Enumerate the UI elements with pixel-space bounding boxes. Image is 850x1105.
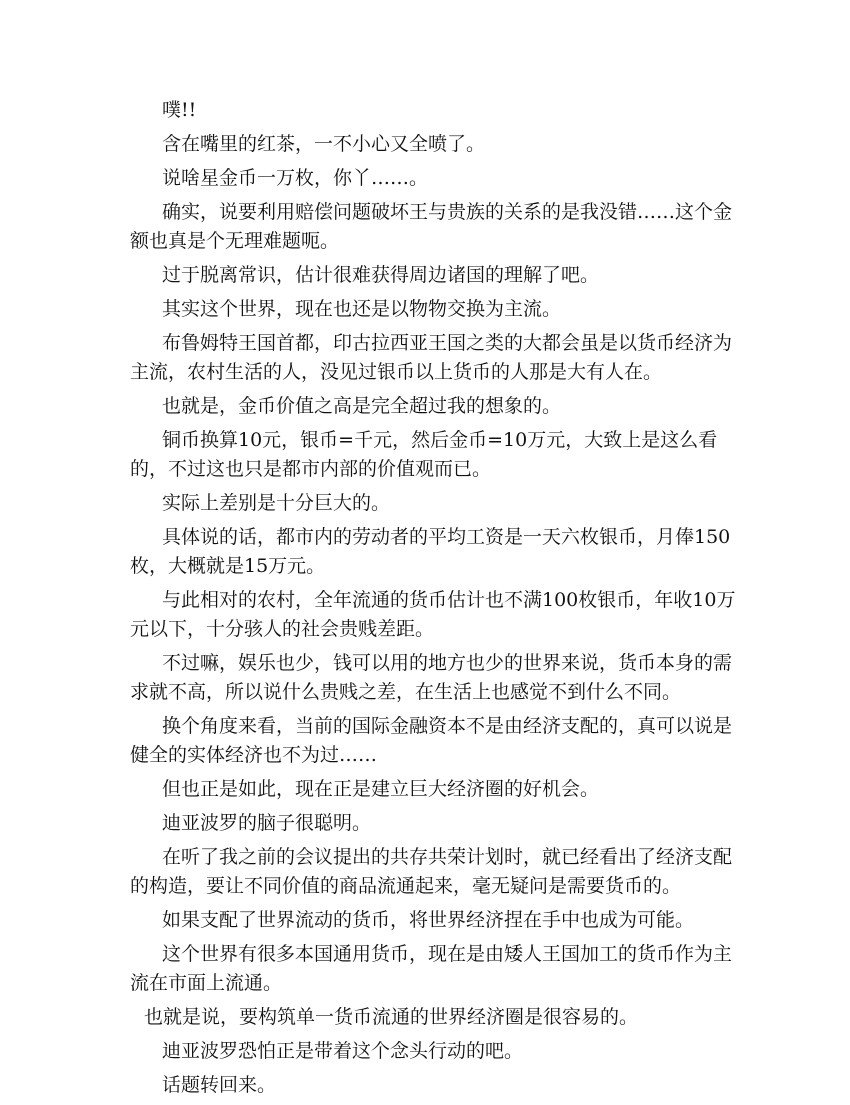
paragraph: 迪亚波罗恐怕正是带着这个念头行动的吧。 [162,1040,524,1062]
paragraph: 其实这个世界，现在也还是以物物交换为主流。 [162,298,562,320]
paragraph: 确实，说要利用赔偿问题破坏王与贵族的关系的是我没错……这个金额也真是个无理难题呃。 [130,201,733,252]
paragraph: 换个角度来看，当前的国际金融资本不是由经济支配的，真可以说是健全的实体经济也不为过…… [130,715,733,766]
paragraph: 噗!! [162,99,197,121]
paragraph: 如果支配了世界流动的货币，将世界经济捏在手中也成为可能。 [162,909,695,931]
paragraph: 但也正是如此，现在正是建立巨大经济圈的好机会。 [162,778,600,800]
paragraph: 不过嘛，娱乐也少，钱可以用的地方也少的世界来说，货币本身的需求就不高，所以说什么贵贱之差，在生活上也感觉不到什么不同。 [130,652,733,703]
document-body [130,96,738,1105]
paragraph: 铜币换算10元，银币=千元，然后金币=10万元，大致上是这么看的，不过这也只是都市内部的价值观而已。 [130,429,718,480]
paragraph: 布鲁姆特王国首都，印古拉西亚王国之类的大都会虽是以货币经济为主流，农村生活的人，没见过银币以上货币的人那是大有人在。 [130,332,733,383]
paragraph: 迪亚波罗的脑子很聪明。 [162,812,372,834]
paragraph: 具体说的话，都市内的劳动者的平均工资是一天六枚银币，月俸150枚，大概就是15万元。 [130,526,731,577]
paragraph: 在听了我之前的会议提出的共存共荣计划时，就已经看出了经济支配的构造，要让不同价值的商品流通起来，毫无疑问是需要货币的。 [130,846,733,897]
paragraph: 也就是，金币价值之高是完全超过我的想象的。 [162,395,562,417]
paragraph: 与此相对的农村，全年流通的货币估计也不满100枚银币，年收10万元以下，十分骇人的社会贵贱差距。 [130,589,736,640]
paragraph: 话题转回来。 [162,1074,277,1096]
paragraph: 也就是说，要构筑单一货币流通的世界经济圈是很容易的。 [144,1006,639,1028]
paragraph: 这个世界有很多本国通用货币，现在是由矮人王国加工的货币作为主流在市面上流通。 [130,943,733,994]
paragraph: 实际上差别是十分巨大的。 [162,492,391,514]
paragraph: 说啥星金币一万枚，你丫……。 [162,167,429,189]
paragraph: 过于脱离常识，估计很难获得周边诸国的理解了吧。 [162,264,600,286]
paragraph: 含在嘴里的红茶，一不小心又全喷了。 [162,133,486,155]
